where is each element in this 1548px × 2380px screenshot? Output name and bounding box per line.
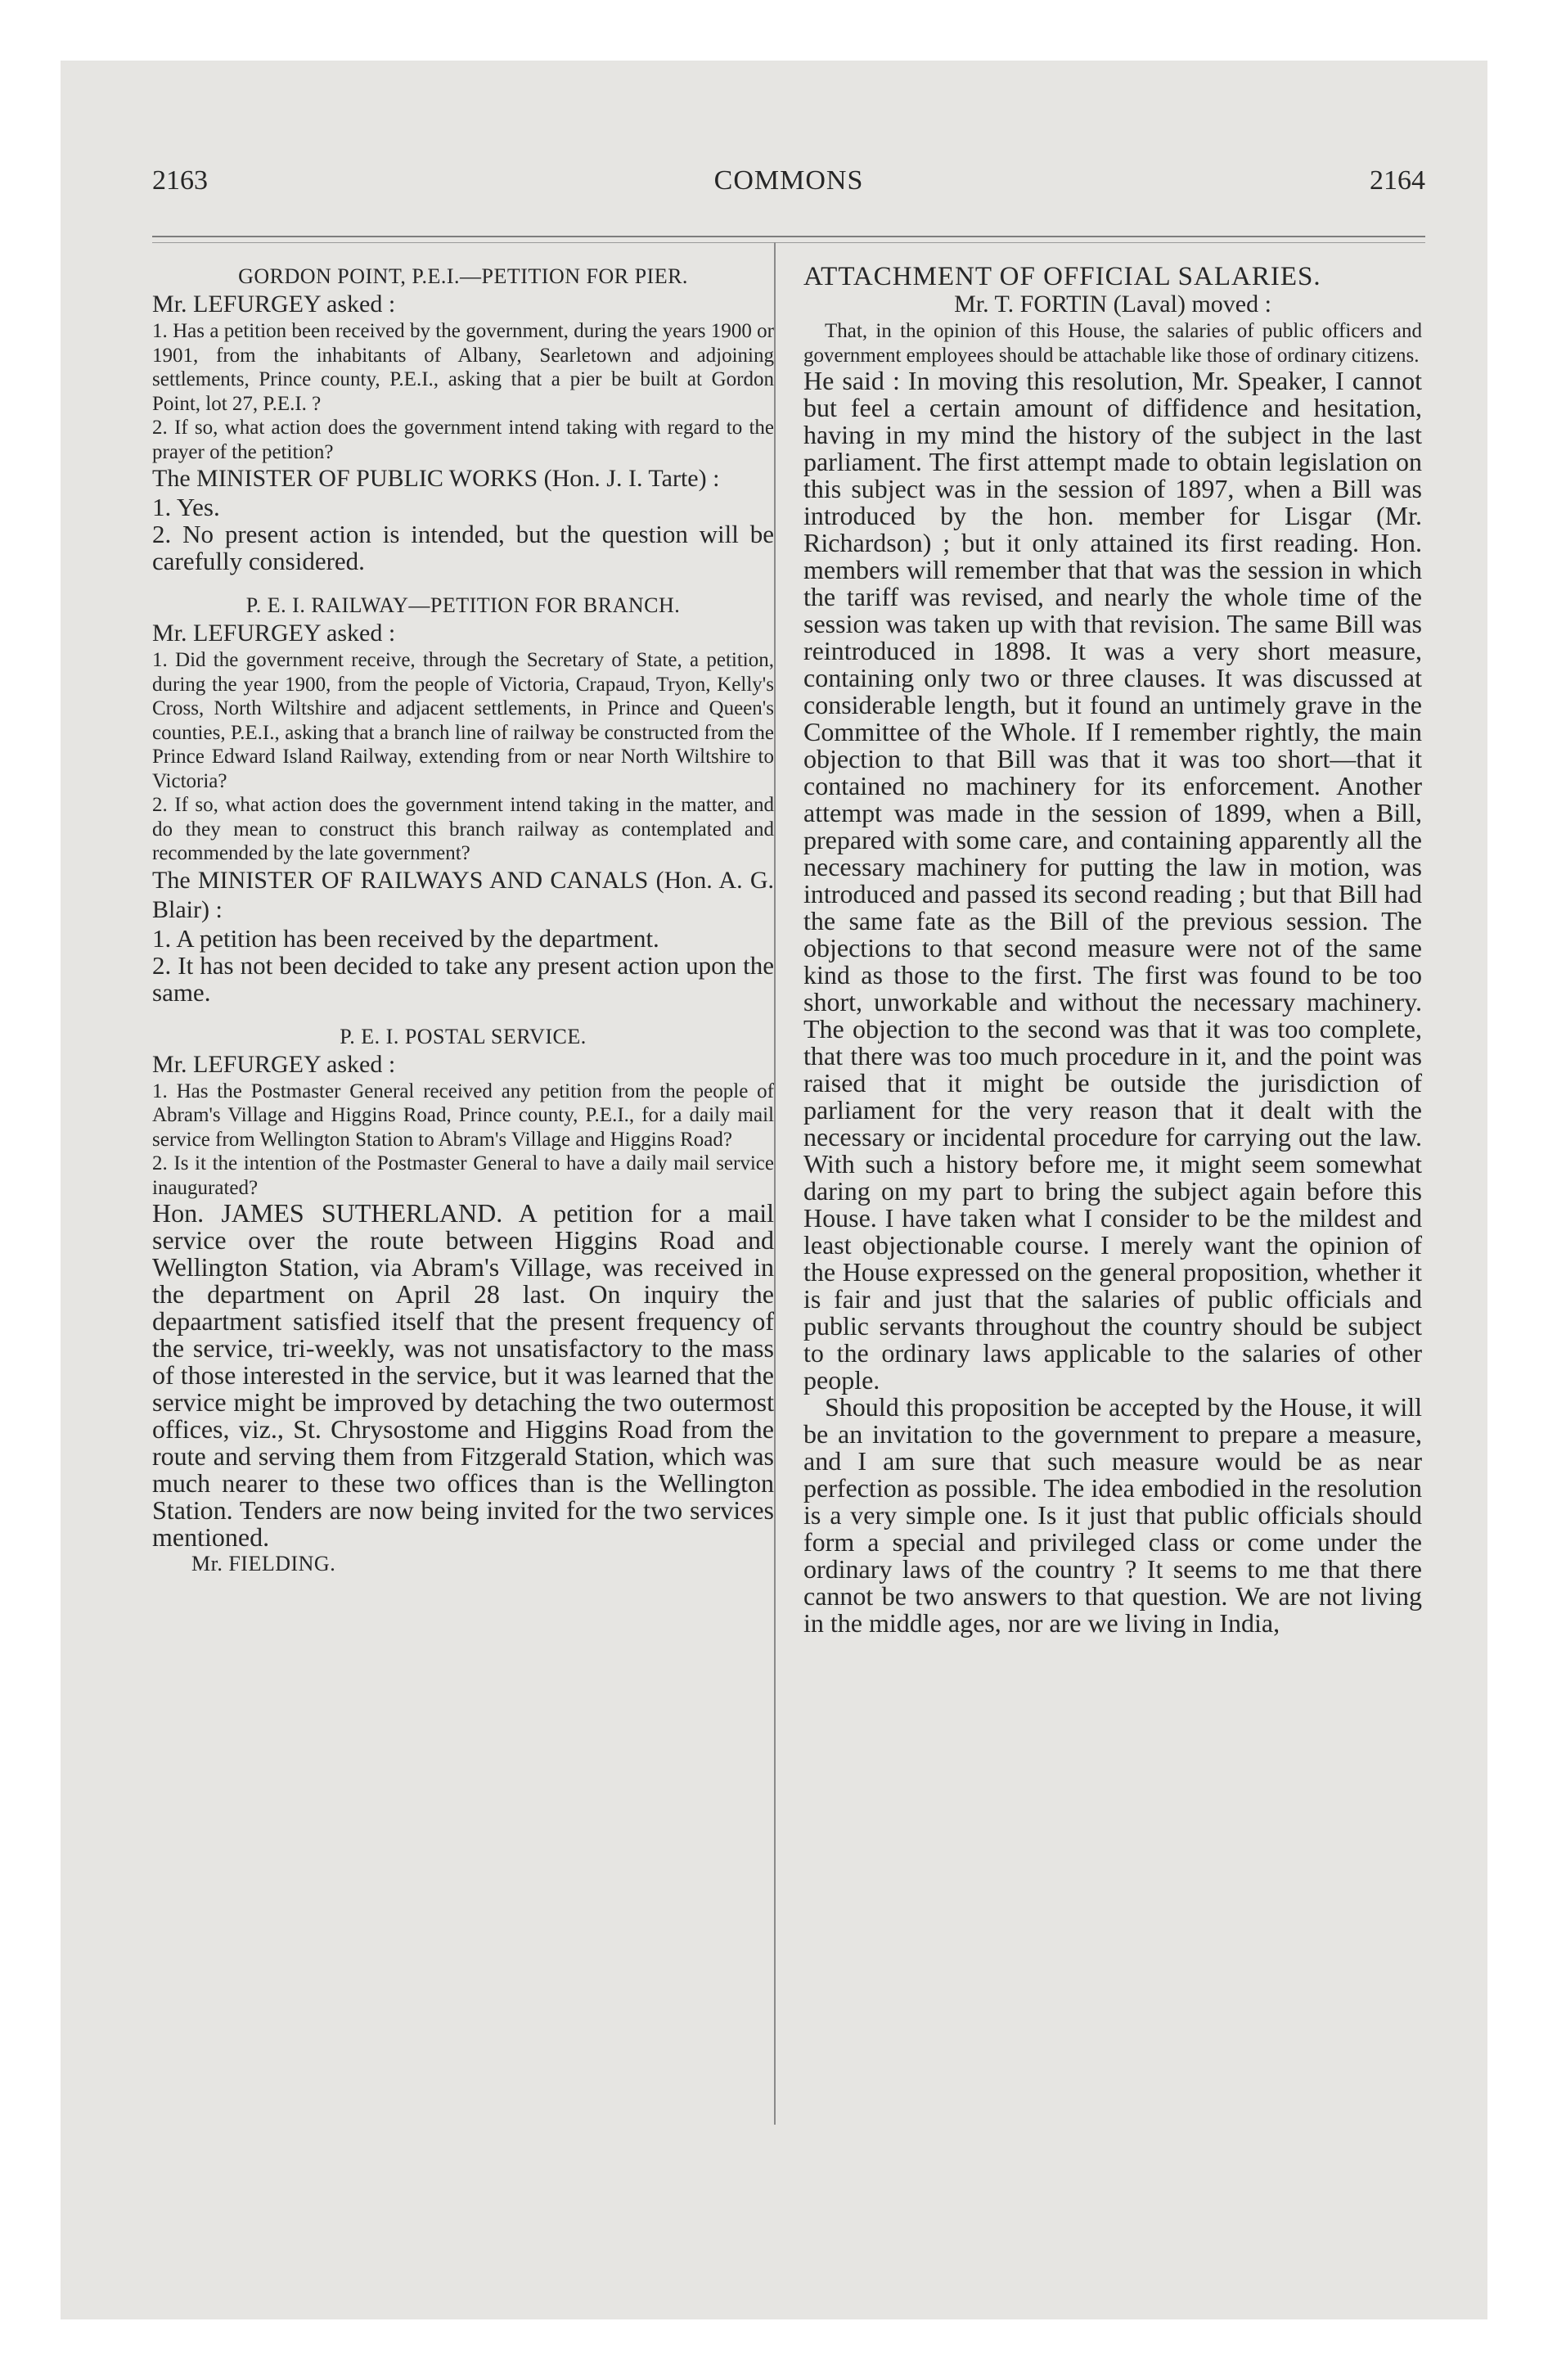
- question-paragraph: 2. Is it the intention of the Postmaster General to have a daily mail service inaugurated?: [152, 1152, 774, 1199]
- minister-line: The MINISTER OF RAILWAYS AND CANALS (Hon. A. G. Blair) :: [152, 866, 774, 923]
- answer-paragraph: Hon. JAMES SUTHERLAND. A petition for a mail service over the route between Higgins Road and Wellington Station, via Abram's Village, was received in the department on April 28 last. On inquiry the depaartment satisfied itself that the present frequency of the service, tri-weekly, was not unsatisfactory to the mass of those interested in the service, but it was learned that the service might be improved by detaching the two outermost offices, viz., St. Chrysostome and Higgins Road from the route and serving them from Fitzgerald Station, which was much nearer to these two offices than is the Wellington Station. Tenders are now being invited for the two services mentioned.: [152, 1198, 774, 1552]
- left-column: [152, 264, 774, 1577]
- question-paragraph: 2. If so, what action does the government intend taking with regard to the prayer of the petition?: [152, 417, 774, 463]
- section-heading: GORDON POINT, P.E.I.—PETITION FOR PIER.: [238, 264, 688, 288]
- right-page-number: 2164: [1370, 165, 1425, 196]
- speaker-line: Mr. LEFURGEY asked :: [152, 291, 396, 318]
- speaker-line: Mr. LEFURGEY asked :: [152, 620, 396, 647]
- answer-paragraph: 2. It has not been decided to take any present action upon the same.: [152, 950, 774, 1007]
- answer-paragraph: 1. A petition has been received by the department.: [152, 923, 659, 953]
- column-divider: [774, 242, 776, 2125]
- speech-paragraph: He said : In moving this resolution, Mr. Speaker, I cannot but feel a certain amount of diffidence and hesitation, having in my mind the history of the subject in the last parliament. The first attempt made to obtain legislation on this subject was in the session of 1897, when a Bill was introduced by the hon. member for Lisgar (Mr. Richardson) ; but it only attained its first reading. Hon. members will remember that that was the session in which the tariff was revised, and nearly the whole time of the session was taken up with that revision. The same Bill was reintroduced in 1898. It was a very short measure, containing only two or three clauses. It was discussed at considerable length, but it found an untimely grave in the Committee of the Whole. If I remember rightly, the main objection to that Bill was that it was too short—that it contained no machinery for its enforcement. Another attempt was made in the session of 1899, when a Bill, prepared with some care, and containing apparently all the necessary machinery for putting the law in motion, was introduced and passed its second reading ; but that Bill had the same fate as the Bill of the previous session. The objections to that second measure were not of the same kind as those to the first. The first was found to be too short, unworkable and without the necessary machinery. The objection to the second was that it was too complete, that there was too much procedure in it, and the point was raised that it might be outside the jurisdiction of parliament for the very reason that it dealt with the necessary or incidental procedure for carrying out the law. With such a history before me, it might seem somewhat daring on my part to bring the subject again before this House. I have taken what I consider to be the mildest and least objectionable course. I merely want the opinion of the House expressed on the general proposition, whether it is fair and just that the salaries of public officials and public servants throughout the country should be subject to the ordinary laws applicable to the salaries of other people.: [803, 366, 1422, 1395]
- header-rule: [152, 236, 1425, 237]
- question-paragraph: 1. Has a petition been received by the government, during the years 1900 or 1901, from the inhabitants of Albany, Searletown and adjoining settlements, Prince county, P.E.I., asking that a pier be built at Gordon Point, lot 27, P.E.I. ?: [152, 320, 774, 415]
- speech-paragraph: Should this proposition be accepted by the House, it will be an invitation to the government to prepare a measure, and I am sure that such measure would be as near perfection as possible. The idea embodied in the resolution is a very simple one. Is it just that public officials should form a special and privileged class or come under the ordinary laws of the country ? It seems to me that there cannot be two answers to that question. We are not living in the middle ages, nor are we living in India,: [803, 1392, 1422, 1638]
- page-header: [152, 165, 1425, 206]
- speaker-line: Mr. T. FORTIN (Laval) moved :: [954, 291, 1271, 318]
- left-page-number: 2163: [152, 165, 208, 196]
- question-paragraph: 1. Did the government receive, through the Secretary of State, a petition, during the year 1900, from the people of Victoria, Crapaud, Tryon, Kelly's Cross, North Wiltshire and adjacent settlements, in Prince and Queen's counties, P.E.I., asking that a branch line of railway be constructed from the Prince Edward Island Railway, extending from or near North Wiltshire to Victoria?: [152, 649, 774, 792]
- running-title: COMMONS: [713, 165, 864, 196]
- question-paragraph: 2. If so, what action does the government intend taking in the matter, and do they mean to construct this branch railway as contemplated and recommended by the late government?: [152, 794, 774, 864]
- section-heading: ATTACHMENT OF OFFICIAL SALARIES.: [803, 262, 1321, 291]
- section-heading: P. E. I. RAILWAY—PETITION FOR BRANCH.: [245, 593, 681, 617]
- header-rule-thin: [152, 242, 1425, 243]
- motion-text: That, in the opinion of this House, the salaries of public officers and government employees should be attachable like those of ordinary citizens.: [803, 320, 1422, 367]
- next-speaker: Mr. FIELDING.: [191, 1552, 336, 1575]
- section-heading: P. E. I. POSTAL SERVICE.: [340, 1024, 587, 1048]
- answer-paragraph: 2. No present action is intended, but the question will be carefully considered.: [152, 520, 774, 575]
- scanned-page: [61, 61, 1487, 2319]
- right-column: [803, 264, 1422, 1637]
- minister-line: The MINISTER OF PUBLIC WORKS (Hon. J. I. Tarte) :: [152, 465, 720, 492]
- answer-paragraph: 1. Yes.: [152, 493, 220, 521]
- speaker-line: Mr. LEFURGEY asked :: [152, 1050, 396, 1078]
- question-paragraph: 1. Has the Postmaster General received any petition from the people of Abram's Village and Higgins Road, Prince county, P.E.I., for a daily mail service from Wellington Station to Abram's Village and Higgins Road?: [152, 1080, 774, 1151]
